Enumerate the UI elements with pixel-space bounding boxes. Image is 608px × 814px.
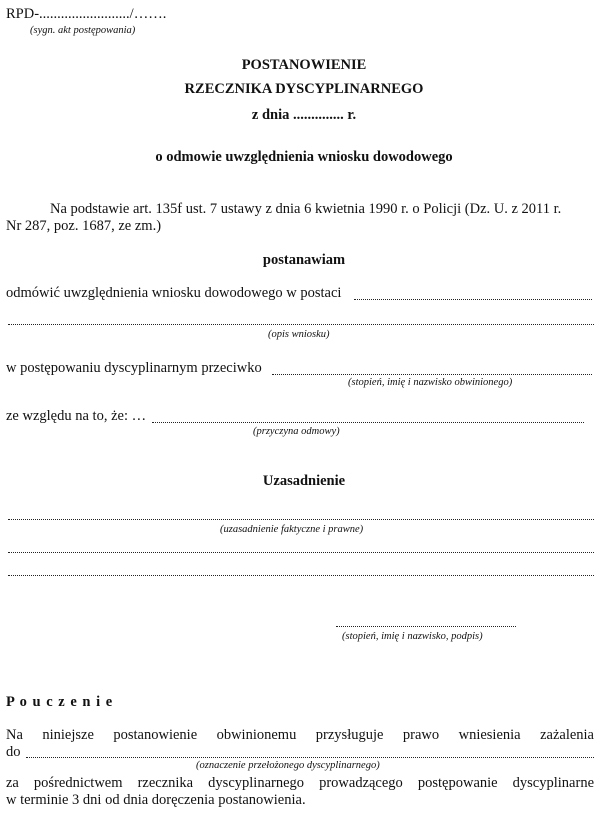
- case-number: RPD-........................./…….: [6, 6, 167, 22]
- document-title: POSTANOWIENIE: [241, 57, 367, 73]
- justification-heading: Uzasadnienie: [262, 473, 346, 489]
- instruction-do-caption: (oznaczenie przełożonego dyscyplinarnego): [196, 760, 380, 771]
- justification-fill-line-3[interactable]: [8, 575, 594, 576]
- instruction-heading: P o u c z e n i e: [6, 694, 114, 710]
- superior-fill-line[interactable]: [26, 757, 594, 758]
- document-title-issuer: RZECZNIKA DYSCYPLINARNEGO: [184, 81, 424, 97]
- document-date: z dnia .............. r.: [251, 107, 357, 123]
- refuse-caption: (opis wniosku): [268, 329, 330, 340]
- refuse-fill-line-2[interactable]: [8, 324, 594, 325]
- proceedings-text: w postępowaniu dyscyplinarnym przeciwko: [6, 360, 262, 376]
- instruction-line-4: w terminie 3 dni od dnia doręczenia postanowienia.: [6, 792, 306, 808]
- instruction-do-label: do: [6, 744, 21, 760]
- justification-fill-line-2[interactable]: [8, 552, 594, 553]
- justification-fill-line-1[interactable]: [8, 519, 594, 520]
- decision-heading: postanawiam: [262, 252, 346, 268]
- reason-text: ze względu na to, że: …: [6, 408, 147, 424]
- instruction-line-1: Na niniejsze postanowienie obwinionemu przysługuje prawo wniesienia zażalenia: [6, 727, 594, 743]
- signature-fill-line[interactable]: [336, 626, 516, 627]
- legal-basis-line-2: Nr 287, poz. 1687, ze zm.): [6, 218, 162, 234]
- accused-fill-line[interactable]: [272, 374, 592, 375]
- case-number-caption: (sygn. akt postępowania): [30, 25, 136, 36]
- instruction-line-3: za pośrednictwem rzecznika dyscyplinarnego prowadzącego postępowanie dyscyplinarne: [6, 775, 594, 791]
- reason-caption: (przyczyna odmowy): [253, 426, 340, 437]
- signature-caption: (stopień, imię i nazwisko, podpis): [342, 631, 483, 642]
- refuse-text: odmówić uwzględnienia wniosku dowodowego w postaci: [6, 285, 342, 301]
- refuse-fill-line[interactable]: [354, 299, 592, 300]
- reason-fill-line[interactable]: [152, 422, 584, 423]
- proceedings-caption: (stopień, imię i nazwisko obwinionego): [348, 377, 513, 388]
- document-subject: o odmowie uwzględnienia wniosku dowodowego: [155, 149, 453, 165]
- justification-caption: (uzasadnienie faktyczne i prawne): [220, 524, 364, 535]
- legal-basis-line-1: Na podstawie art. 135f ust. 7 ustawy z dnia 6 kwietnia 1990 r. o Policji (Dz. U. z 2011 r.: [50, 201, 562, 217]
